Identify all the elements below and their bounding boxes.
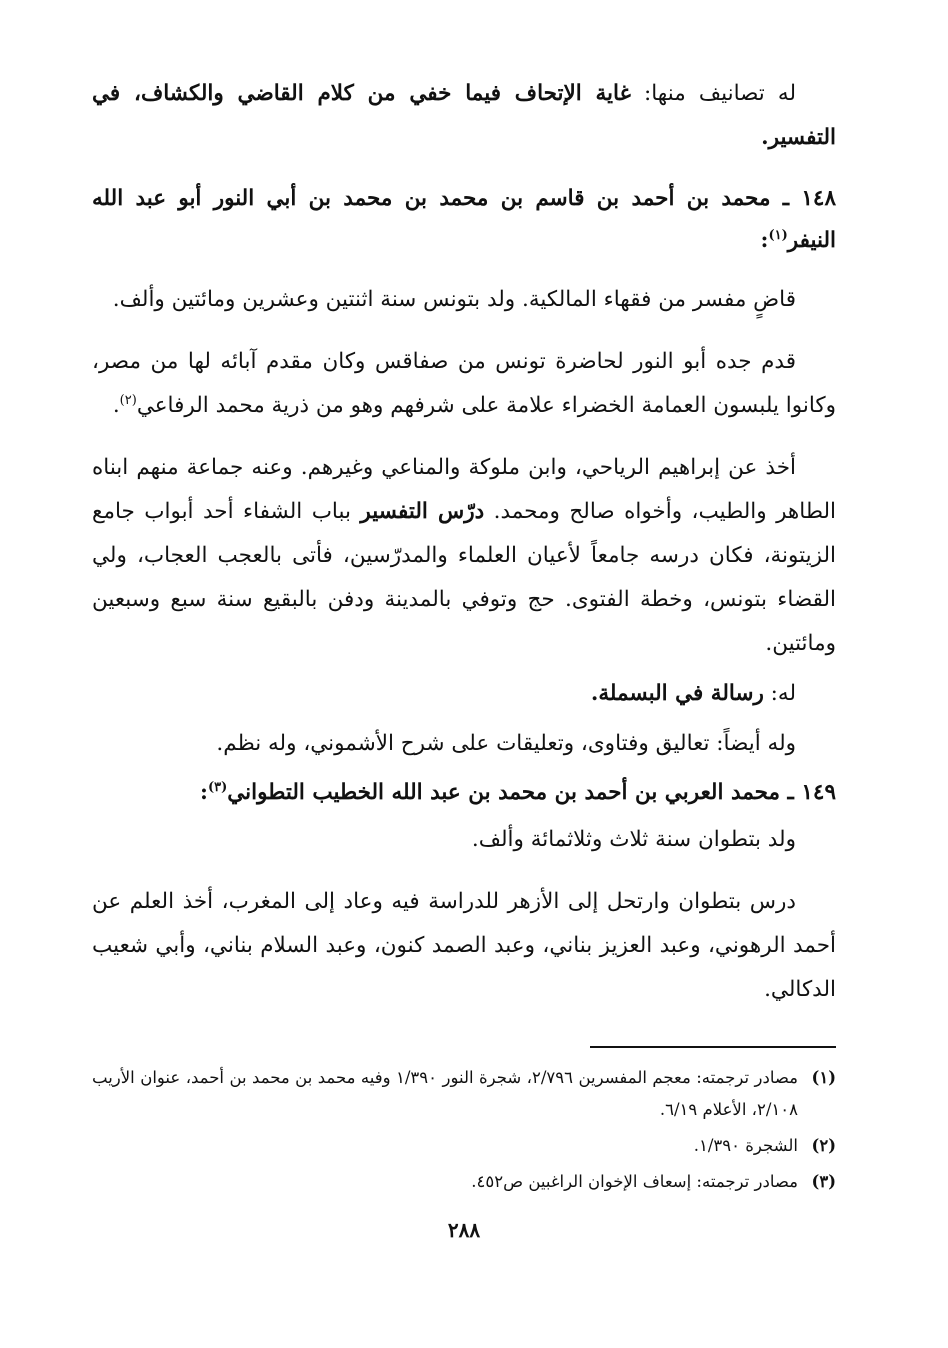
more-works-line: وله أيضاً: تعاليق وفتاوى، وتعليقات على شرح الأشموني، وله نظم. (216, 731, 796, 756)
footnote-text: مصادر ترجمته: معجم المفسرين ٢/٧٩٦، شجرة النور ١/٣٩٠ وفيه محمد بن محمد بن أحمد، عنوان الأريب ٢/١٠٨، الأعلام ٦/١٩. (92, 1068, 798, 1119)
entry-heading-148: ١٤٨ ـ محمد بن أحمد بن قاسم بن محمد بن محمد بن أبي النور أبو عبد الله النيفر$^{(١)}$: (92, 186, 836, 253)
entry-number: ١٤٨ (801, 186, 836, 211)
works-title: غاية الإتحاف فيما خفي من كلام القاضي والكشاف، في التفسير. (92, 81, 836, 150)
works-paragraph (92, 72, 836, 160)
footnote-number: (٢) (811, 1136, 836, 1155)
entry-number: ١٤٩ (801, 780, 836, 805)
works-line-title: رسالة في البسملة. (590, 681, 764, 706)
entry-colon: : (760, 228, 769, 253)
works-line (92, 672, 836, 716)
ancestry-paragraph (92, 340, 836, 428)
entry-name: محمد بن أحمد بن قاسم بن محمد بن محمد بن أبي النور أبو عبد الله النيفر (92, 186, 836, 253)
sentence-end: . (112, 393, 120, 418)
teachers-text: أخذ عن إبراهيم الرياحي، وابن ملوكة والمناعي وغيرهم. وعنه جماعة منهم ابناه الطاهر والطيب، وأخواه صالح ومحمد. (92, 455, 836, 524)
footnote-number: (٣) (811, 1172, 836, 1191)
footnote-text: مصادر ترجمته: إسعاف الإخوان الراغبين ص٤٥٢. (471, 1172, 798, 1191)
entry-colon: : (200, 780, 208, 805)
footnote-3 (92, 1166, 836, 1198)
footnote-ref: (٢) (119, 392, 137, 408)
studies-paragraph: درس بتطوان وارتحل إلى الأزهر للدراسة فيه وعاد إلى المغرب، أخذ العلم عن أحمد الرهوني، وعبد العزيز بناني، وعبد الصمد كنون، وعبد السلام بناني، وأبي شعيب الدكالي. (92, 889, 836, 1002)
footnote-number: (١) (811, 1068, 836, 1087)
footnote-ref: (٣) (207, 779, 228, 795)
entry-name: محمد العربي بن أحمد بن محمد بن عبد الله الخطيب التطواني (227, 780, 781, 805)
footnote-2 (92, 1130, 836, 1162)
footnote-ref: (١) (768, 227, 788, 243)
teachers-paragraph (92, 446, 836, 666)
taught-tafsir: درّس التفسير (360, 499, 485, 524)
works-line-intro: له: (763, 681, 796, 706)
teachers-text-cont: بباب الشفاء أحد أبواب جامع الزيتونة، فكان درسه جامعاً لأعيان العلماء والمدرّسين، فأتى بالعجب العجاب، ولي القضاء بتونس، وخطة الفتوى. حج وتوفي بالمدينة ودفن بالبقيع سنة سبع وسبعين ومائتين. (92, 499, 836, 656)
biography-paragraph: قاضٍ مفسر من فقهاء المالكية. ولد بتونس سنة اثنتين وعشرين ومائتين وألف. (112, 287, 796, 312)
entry-heading-149: ١٤٩ ـ محمد العربي بن أحمد بن محمد بن عبد الله الخطيب التطواني$^{(٣)}$: (200, 779, 836, 805)
ancestry-text: قدم جده أبو النور لحاضرة تونس من صفاقس وكان مقدم آبائه لها من مصر، وكانوا يلبسون العمامة الخضراء علامة على شرفهم وهو من ذرية محمد الرفاعي (92, 349, 836, 418)
page-number: ٢٨٨ (447, 1218, 481, 1242)
footnote-1 (92, 1062, 836, 1126)
works-intro: له تصانيف منها: (630, 81, 796, 106)
footnote-text: الشجرة ١/٣٩٠. (693, 1136, 798, 1155)
birth-line: ولد بتطوان سنة ثلاث وثلاثمائة وألف. (471, 827, 796, 852)
footnote-separator (590, 1046, 836, 1048)
